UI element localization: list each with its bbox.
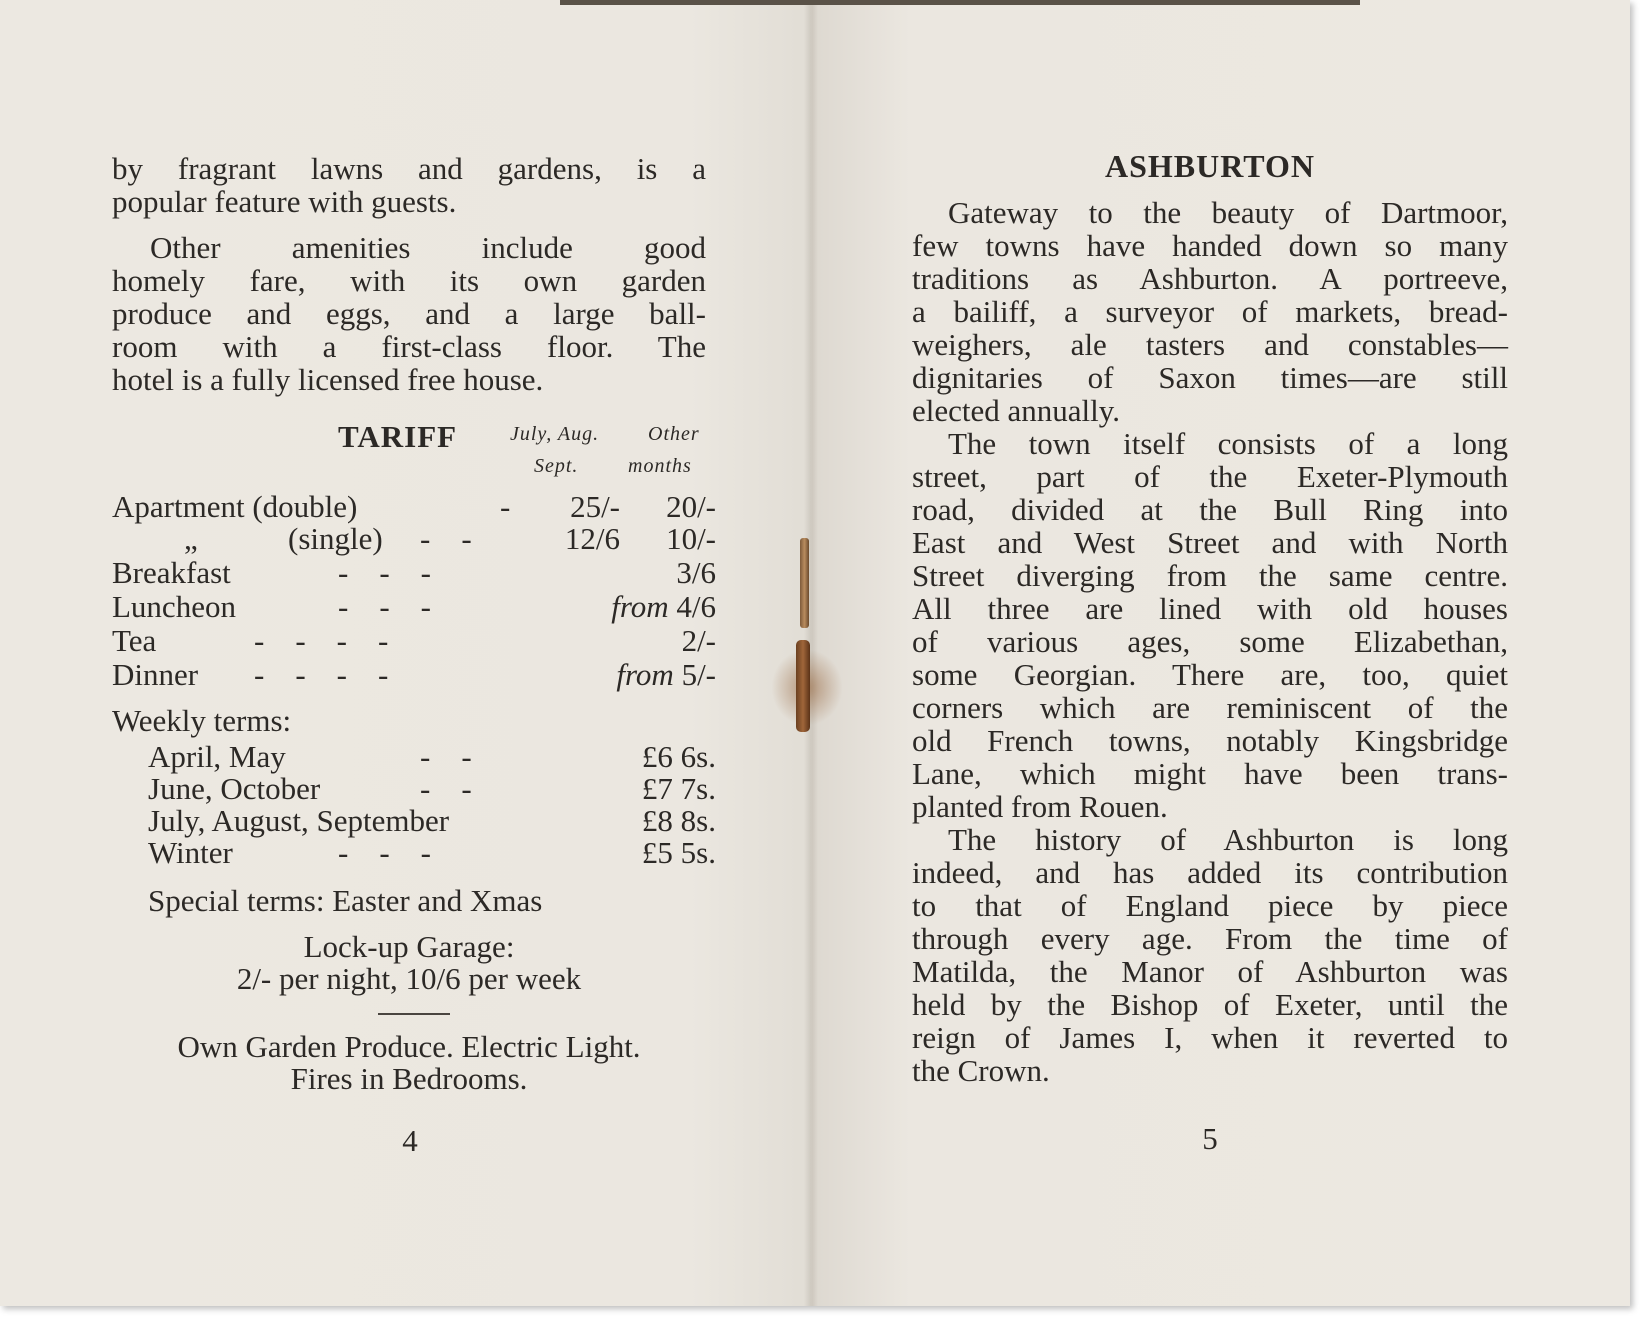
tariff-row-value: 3/6 xyxy=(676,555,716,590)
right-para1-line5: weighers, ale tasters and constables— xyxy=(912,327,1508,362)
staple-bottom xyxy=(796,640,810,732)
weekly-row-value: £7 7s. xyxy=(641,771,716,806)
tariff-row-label: Apartment (double) xyxy=(112,489,358,524)
tariff-col2-line2: months xyxy=(628,455,692,477)
weekly-row-label: July, August, September xyxy=(148,803,450,838)
tariff-row-dashes: - - - - xyxy=(254,657,389,692)
tariff-row-dashes: - - - xyxy=(338,589,431,624)
left-para2-line5: hotel is a fully licensed free house. xyxy=(112,362,544,397)
footer-line2: Fires in Bedrooms. xyxy=(290,1061,528,1096)
footer-line1: Own Garden Produce. Electric Light. xyxy=(177,1029,641,1064)
tariff-row-value: from 4/6 xyxy=(611,589,716,624)
left-para2-line3: produce and eggs, and a large ball- xyxy=(112,296,706,331)
tariff-row-value: 10/- xyxy=(666,521,716,556)
right-para1-line3: traditions as Ashburton. A portreeve, xyxy=(912,261,1508,296)
right-para1-line7: elected annually. xyxy=(912,393,1120,428)
tariff-col2-line1: Other xyxy=(648,423,700,445)
weekly-row-dashes: - - xyxy=(420,771,472,806)
weekly-terms-title: Weekly terms: xyxy=(112,703,292,738)
right-para2-line10: old French towns, notably Kingsbridge xyxy=(912,723,1508,758)
right-para3-line3: to that of England piece by piece xyxy=(912,888,1508,923)
garage-line1: Lock-up Garage: xyxy=(303,929,515,964)
tariff-row-label: Tea xyxy=(112,623,157,658)
right-para1-line1: Gateway to the beauty of Dartmoor, xyxy=(948,195,1508,230)
right-para1-line6: dignitaries of Saxon times—are still xyxy=(912,360,1508,395)
weekly-row-dashes: - - xyxy=(420,739,472,774)
weekly-row-value: £6 6s. xyxy=(641,739,716,774)
right-para3-line4: through every age. From the time of xyxy=(912,921,1508,956)
right-para3-line7: reign of James I, when it reverted to xyxy=(912,1020,1508,1055)
tariff-row-dashes: - - xyxy=(420,521,472,556)
right-para2-line6: All three are lined with old houses xyxy=(912,591,1508,626)
right-para2-line12: planted from Rouen. xyxy=(912,789,1168,824)
left-para2-line1: Other amenities include good xyxy=(150,230,706,265)
divider-rule xyxy=(378,1013,450,1015)
left-para2-line4: room with a first-class floor. The xyxy=(112,329,706,364)
right-para2-line3: road, divided at the Bull Ring into xyxy=(912,492,1508,527)
right-para3-line8: the Crown. xyxy=(912,1053,1050,1088)
left-para1-line2: popular feature with guests. xyxy=(112,184,457,219)
weekly-row-dashes: - - - xyxy=(338,835,431,870)
tariff-row-value: 12/6 xyxy=(564,521,620,556)
right-para1-line4: a bailiff, a surveyor of markets, bread- xyxy=(912,294,1508,329)
tariff-row-dashes: - - - xyxy=(338,555,431,590)
staple-top xyxy=(800,538,809,628)
cover-edge xyxy=(560,0,1360,5)
special-terms: Special terms: Easter and Xmas xyxy=(148,883,543,918)
tariff-row-ditto: „ xyxy=(184,521,198,556)
left-para2-line2: homely fare, with its own garden xyxy=(112,263,706,298)
right-para3-line5: Matilda, the Manor of Ashburton was xyxy=(912,954,1508,989)
right-para2-line5: Street diverging from the same centre. xyxy=(912,558,1508,593)
weekly-row-value: £8 8s. xyxy=(641,803,716,838)
right-para2-line11: Lane, which might have been trans- xyxy=(912,756,1508,791)
right-para1-line2: few towns have handed down so many xyxy=(912,228,1508,263)
tariff-col1-line1: July, Aug. xyxy=(510,423,600,445)
right-para3-line2: indeed, and has added its contribution xyxy=(912,855,1508,890)
tariff-row-value: from 5/- xyxy=(616,657,716,692)
tariff-row-dashes: - xyxy=(500,489,511,524)
right-para2-line9: corners which are reminiscent of the xyxy=(912,690,1508,725)
tariff-row-value: 25/- xyxy=(570,489,620,524)
weekly-row-label: June, October xyxy=(148,771,321,806)
right-para2-line7: of various ages, some Elizabethan, xyxy=(912,624,1508,659)
page-number-right: 5 xyxy=(1202,1121,1218,1156)
right-para2-line8: some Georgian. There are, too, quiet xyxy=(912,657,1508,692)
weekly-row-label: April, May xyxy=(148,739,286,774)
tariff-row-value: 2/- xyxy=(681,623,716,658)
tariff-row-label: Breakfast xyxy=(112,555,231,590)
tariff-row-label: (single) xyxy=(288,521,383,556)
right-para2-line1: The town itself consists of a long xyxy=(948,426,1508,461)
tariff-row-label: Dinner xyxy=(112,657,199,692)
weekly-row-label: Winter xyxy=(148,835,233,870)
page-number-left: 4 xyxy=(402,1123,418,1158)
garage-line2: 2/- per night, 10/6 per week xyxy=(236,961,582,996)
tariff-col1-line2: Sept. xyxy=(534,455,579,477)
right-para3-line1: The history of Ashburton is long xyxy=(948,822,1508,857)
page-heading: ASHBURTON xyxy=(1105,148,1315,184)
right-para2-line2: street, part of the Exeter-Plymouth xyxy=(912,459,1508,494)
tariff-row-value: 20/- xyxy=(666,489,716,524)
tariff-row-label: Luncheon xyxy=(112,589,236,624)
tariff-title: TARIFF xyxy=(338,419,458,454)
left-para1-line1: by fragrant lawns and gardens, is a xyxy=(112,151,706,186)
tariff-row-dashes: - - - - xyxy=(254,623,389,658)
right-para3-line6: held by the Bishop of Exeter, until the xyxy=(912,987,1508,1022)
weekly-row-value: £5 5s. xyxy=(641,835,716,870)
right-para2-line4: East and West Street and with North xyxy=(912,525,1508,560)
